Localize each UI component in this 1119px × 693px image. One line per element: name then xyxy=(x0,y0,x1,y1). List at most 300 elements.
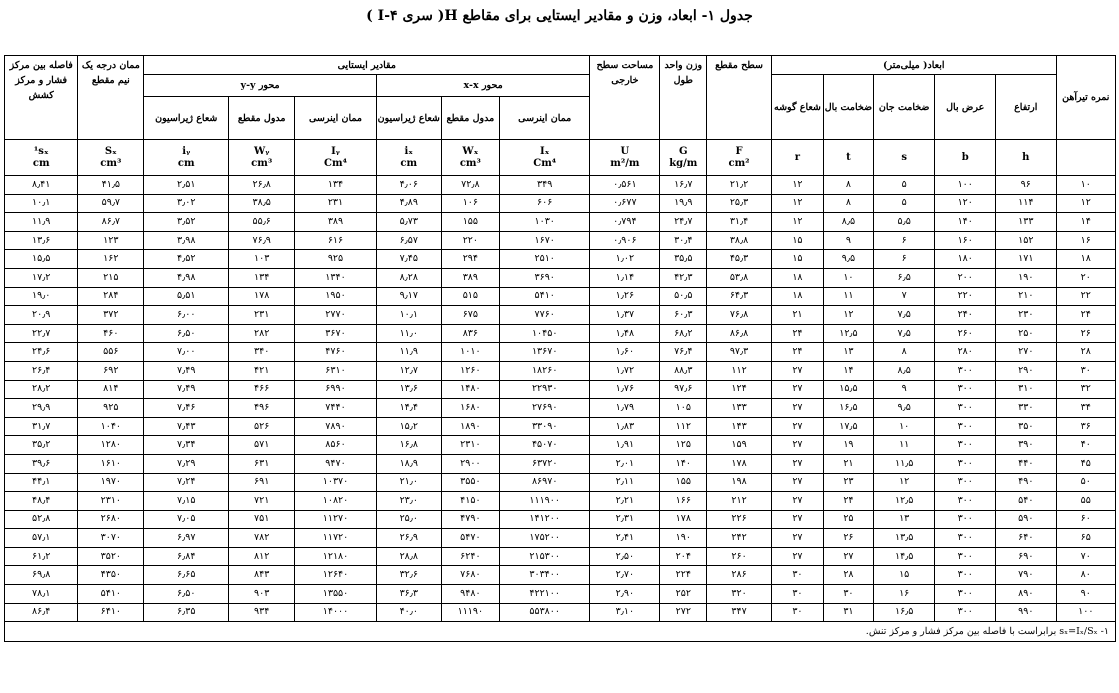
table-cell: ۱٫۹۱ xyxy=(590,436,660,455)
table-cell: ۲٫۵۰ xyxy=(590,547,660,566)
table-cell: ۴۰٫۰ xyxy=(376,603,441,622)
table-cell: ۶۴۰ xyxy=(996,529,1057,548)
table-cell: ۱۱۲ xyxy=(707,361,772,380)
table-cell: ۱۹۸ xyxy=(707,473,772,492)
table-cell: ۱۰۴۵۰ xyxy=(500,324,590,343)
table-cell: ۶۲۴۰ xyxy=(441,547,499,566)
table-cell: ۳۱ xyxy=(823,603,873,622)
table-cell: ۳۰۰ xyxy=(935,603,996,622)
table-cell: ۲٫۵۱ xyxy=(144,176,229,195)
table-cell: ۱۶۸۰ xyxy=(441,399,499,418)
table-cell: ۲۹۴ xyxy=(441,250,499,269)
footnote: ۱- sₓ=Iₓ/Sₓ برابراست با فاصله بین مرکز فشار و مرکز تنش. xyxy=(5,622,1116,642)
symbol-ix-name: iₓ xyxy=(404,145,414,157)
table-cell: ۶٫۶۵ xyxy=(144,566,229,585)
table-cell: ۱۳۴ xyxy=(295,176,377,195)
symbol-Iy xyxy=(295,140,377,176)
table-cell: ۱۳۵۵۰ xyxy=(295,585,377,604)
table-cell: ۶۰٫۳ xyxy=(660,306,707,325)
header-surface: مساحت سطح خارجی xyxy=(590,56,660,140)
table-cell: ۱۵٫۲ xyxy=(376,417,441,436)
table-cell: ۱۱۲۷۰ xyxy=(295,510,377,529)
table-cell: ۲۵ xyxy=(823,510,873,529)
table-cell: ۱۸۲۶۰ xyxy=(500,361,590,380)
table-cell: ۶۰ xyxy=(1056,510,1115,529)
table-cell: ۳۲ xyxy=(1056,380,1115,399)
table-cell: ۴۵٫۳ xyxy=(707,250,772,269)
symbol-Iy-unit: Cm⁴ xyxy=(324,157,347,169)
table-cell: ۱۰ xyxy=(1056,176,1115,195)
symbol-Wy-unit: cm³ xyxy=(251,157,273,169)
table-cell: ۱۱ xyxy=(873,436,935,455)
table-cell: ۲۲۴ xyxy=(660,566,707,585)
table-cell: ۵۴۱۰ xyxy=(78,585,144,604)
table-cell: ۱۷۸ xyxy=(707,454,772,473)
symbol-Iy-name: Iᵧ xyxy=(331,145,340,157)
table-cell: ۱۶۶ xyxy=(660,492,707,511)
table-cell: ۵۲٫۸ xyxy=(5,510,78,529)
table-cell: ۱۱ xyxy=(823,287,873,306)
symbol-Wy xyxy=(229,140,295,176)
table-cell: ۷٫۴۹ xyxy=(144,380,229,399)
table-cell: ۸٫۵ xyxy=(873,361,935,380)
table-cell: ۶٫۵۷ xyxy=(376,231,441,250)
table-cell: ۲٫۷۰ xyxy=(590,566,660,585)
table-cell: ۲۷۲ xyxy=(660,603,707,622)
table-cell: ۸٫۵ xyxy=(823,213,873,232)
table-row xyxy=(5,194,1116,213)
table-cell: ۱۴٫۵ xyxy=(873,547,935,566)
table-cell: ۲۰۰ xyxy=(935,268,996,287)
table-cell: ۳۸۹ xyxy=(295,213,377,232)
table-cell: ۱٫۷۲ xyxy=(590,361,660,380)
table-cell: ۵٫۵۱ xyxy=(144,287,229,306)
header-static-moment: ممان درجه یک نیم مقطع xyxy=(78,56,144,140)
table-cell: ۴۶۰ xyxy=(78,324,144,343)
table-cell: ۱۰۳۰ xyxy=(500,213,590,232)
table-cell: ۳۲۰ xyxy=(707,585,772,604)
table-cell: ۸٫۴۱ xyxy=(5,176,78,195)
table-cell: ۱۶ xyxy=(873,585,935,604)
table-cell: ۲۳٫۰ xyxy=(376,492,441,511)
symbol-iy-name: iᵧ xyxy=(182,145,191,157)
symbol-Wy-name: Wᵧ xyxy=(253,145,270,157)
table-cell: ۲٫۴۱ xyxy=(590,529,660,548)
header-width: عرض بال xyxy=(935,75,996,140)
table-cell: ۲۵۲ xyxy=(660,585,707,604)
table-cell: ۳۰۰ xyxy=(935,473,996,492)
table-cell: ۷۷۶۰ xyxy=(500,306,590,325)
table-cell: ۱۲۶۰ xyxy=(441,361,499,380)
table-cell: ۲۴٫۷ xyxy=(660,213,707,232)
symbol-r: r xyxy=(771,140,823,176)
table-cell: ۱۵ xyxy=(771,231,823,250)
table-cell: ۱۱۷۲۰ xyxy=(295,529,377,548)
table-cell: ۳۵٫۲ xyxy=(5,436,78,455)
table-row xyxy=(5,213,1116,232)
table-cell: ۱۳۳ xyxy=(707,399,772,418)
symbol-t: t xyxy=(823,140,873,176)
table-row xyxy=(5,436,1116,455)
table-cell: ۵۹٫۷ xyxy=(78,194,144,213)
header-weight: وزن واحد طول xyxy=(660,56,707,140)
header-area: سطح مقطع xyxy=(707,56,772,140)
symbol-ix-unit: cm xyxy=(400,157,418,169)
table-cell: ۳۰۰ xyxy=(935,399,996,418)
symbol-s: s xyxy=(873,140,935,176)
table-cell: ۱۲٫۵ xyxy=(823,324,873,343)
header-static: مقادیر ایستایی xyxy=(144,56,590,75)
table-cell: ۱۱۴ xyxy=(996,194,1057,213)
table-cell: ۳۶۹۰ xyxy=(500,268,590,287)
table-cell: ۷٫۲۹ xyxy=(144,454,229,473)
table-cell: ۱۶٫۸ xyxy=(376,436,441,455)
table-cell: ۱۲۰ xyxy=(935,194,996,213)
table-cell: ۷۶٫۴ xyxy=(660,343,707,362)
table-cell: ۳۵٫۵ xyxy=(660,250,707,269)
table-cell: ۳۲٫۶ xyxy=(376,566,441,585)
table-cell: ۱۳ xyxy=(823,343,873,362)
table-row xyxy=(5,324,1116,343)
table-cell: ۳۵۰ xyxy=(996,417,1057,436)
symbol-Ix xyxy=(500,140,590,176)
symbol-U xyxy=(590,140,660,176)
table-cell: ۲۸ xyxy=(1056,343,1115,362)
table-cell: ۱۲۱۸۰ xyxy=(295,547,377,566)
table-cell: ۹٫۵ xyxy=(873,399,935,418)
table-cell: ۱۹۰ xyxy=(660,529,707,548)
table-cell: ۳۸٫۸ xyxy=(707,231,772,250)
table-cell: ۷۸۹۰ xyxy=(295,417,377,436)
table-cell: ۳۴ xyxy=(1056,399,1115,418)
table-cell: ۹٫۱۷ xyxy=(376,287,441,306)
table-cell: ۶٫۳۵ xyxy=(144,603,229,622)
table-cell: ۰٫۹۰۶ xyxy=(590,231,660,250)
table-cell: ۲۴۰ xyxy=(935,306,996,325)
table-cell: ۱۰۳۷۰ xyxy=(295,473,377,492)
table-cell: ۲۱ xyxy=(823,454,873,473)
symbol-U-unit: m²/m xyxy=(610,157,640,169)
table-cell: ۲٫۹۰ xyxy=(590,585,660,604)
table-row xyxy=(5,380,1116,399)
table-cell: ۱۴٫۴ xyxy=(376,399,441,418)
table-cell: ۷۸۲ xyxy=(229,529,295,548)
table-cell: ۶۸٫۲ xyxy=(660,324,707,343)
table-cell: ۹۹۰ xyxy=(996,603,1057,622)
table-cell: ۹۴۷۰ xyxy=(295,454,377,473)
table-cell: ۲۶٫۹ xyxy=(376,529,441,548)
table-cell: ۸٫۲۸ xyxy=(376,268,441,287)
table-cell: ۷۵۱ xyxy=(229,510,295,529)
table-cell: ۲۷ xyxy=(771,492,823,511)
table-cell: ۲۲٫۷ xyxy=(5,324,78,343)
symbol-sx xyxy=(5,140,78,176)
table-cell: ۲٫۱۱ xyxy=(590,473,660,492)
table-cell: ۹ xyxy=(823,231,873,250)
table-cell: ۱۰۱۰ xyxy=(441,343,499,362)
table-cell: ۹۰ xyxy=(1056,585,1115,604)
table-cell: ۲۷ xyxy=(771,547,823,566)
table-cell: ۱۶۰ xyxy=(935,231,996,250)
table-cell: ۷٫۲۴ xyxy=(144,473,229,492)
table-cell: ۲۷ xyxy=(771,510,823,529)
table-cell: ۳۰۰ xyxy=(935,380,996,399)
table-cell: ۱۰۶ xyxy=(441,194,499,213)
table-cell: ۲۶ xyxy=(823,529,873,548)
table-cell: ۷٫۴۳ xyxy=(144,417,229,436)
table-cell: ۸۵۶۰ xyxy=(295,436,377,455)
table-cell: ۳۰۰ xyxy=(935,529,996,548)
table-cell: ۱۱۱۹۰۰ xyxy=(500,492,590,511)
table-cell: ۵۷۱ xyxy=(229,436,295,455)
table-cell: ۶٫۹۷ xyxy=(144,529,229,548)
table-cell: ۲۷ xyxy=(823,547,873,566)
table-cell: ۴٫۹۸ xyxy=(144,268,229,287)
header-axis-y: محور y-y xyxy=(144,75,377,97)
table-cell: ۶۹٫۸ xyxy=(5,566,78,585)
table-cell: ۸۶۹۷۰ xyxy=(500,473,590,492)
table-cell: ۴۰ xyxy=(1056,436,1115,455)
table-cell: ۲۱٫۰ xyxy=(376,473,441,492)
table-cell: ۱۰ xyxy=(823,268,873,287)
table-cell: ۳۴۹ xyxy=(500,176,590,195)
table-cell: ۲۷۰ xyxy=(996,343,1057,362)
table-cell: ۲۷۷۰ xyxy=(295,306,377,325)
table-cell: ۱۲۳ xyxy=(78,231,144,250)
table-cell: ۷٫۰۰ xyxy=(144,343,229,362)
table-cell: ۳٫۱۰ xyxy=(590,603,660,622)
table-cell: ۱۵۵ xyxy=(660,473,707,492)
table-cell: ۱۶۷۰ xyxy=(500,231,590,250)
table-cell: ۲۲۶ xyxy=(707,510,772,529)
table-cell: ۷٫۴۵ xyxy=(376,250,441,269)
table-cell: ۲۵۰ xyxy=(996,324,1057,343)
table-cell: ۱۲ xyxy=(873,473,935,492)
table-row xyxy=(5,547,1116,566)
symbol-b: b xyxy=(935,140,996,176)
table-cell: ۵۷٫۱ xyxy=(5,529,78,548)
table-cell: ۵٫۷۳ xyxy=(376,213,441,232)
table-cell: ۵۴۷۰ xyxy=(441,529,499,548)
table-cell: ۲۴ xyxy=(823,492,873,511)
table-cell: ۲۶٫۴ xyxy=(5,361,78,380)
table-cell: ۷۹۰ xyxy=(996,566,1057,585)
table-cell: ۶۴٫۳ xyxy=(707,287,772,306)
table-row xyxy=(5,529,1116,548)
table-cell: ۱۰۳ xyxy=(229,250,295,269)
table-cell: ۶۱۶ xyxy=(295,231,377,250)
table-cell: ۶۹۹۰ xyxy=(295,380,377,399)
table-cell: ۱۲ xyxy=(1056,194,1115,213)
table-cell: ۸ xyxy=(873,343,935,362)
table-cell: ۱۶ xyxy=(1056,231,1115,250)
table-cell: ۴۹۰ xyxy=(996,473,1057,492)
table-cell: ۰٫۶۷۷ xyxy=(590,194,660,213)
symbol-F-name: F xyxy=(735,145,743,157)
table-cell: ۹۷٫۶ xyxy=(660,380,707,399)
table-cell: ۱۴۳ xyxy=(707,417,772,436)
table-cell: ۱۹۰ xyxy=(996,268,1057,287)
table-cell: ۹۴۸۰ xyxy=(441,585,499,604)
table-cell: ۲۹۰ xyxy=(996,361,1057,380)
table-cell: ۱۰ xyxy=(873,417,935,436)
table-cell: ۲۴۲ xyxy=(707,529,772,548)
table-cell: ۷٫۵ xyxy=(873,306,935,325)
table-cell: ۱۹ xyxy=(823,436,873,455)
table-cell: ۳۵۵۰ xyxy=(441,473,499,492)
table-cell: ۵۵۶ xyxy=(78,343,144,362)
table-cell: ۴۱۵۰ xyxy=(441,492,499,511)
table-cell: ۲۸٫۸ xyxy=(376,547,441,566)
table-cell: ۷۶٫۸ xyxy=(707,306,772,325)
table-cell: ۱۳۶۷۰ xyxy=(500,343,590,362)
table-cell: ۳۱٫۷ xyxy=(5,417,78,436)
table-cell: ۱٫۷۶ xyxy=(590,380,660,399)
table-cell: ۳٫۵۲ xyxy=(144,213,229,232)
table-row xyxy=(5,399,1116,418)
table-cell: ۷۶٫۹ xyxy=(229,231,295,250)
table-cell: ۳۰۰ xyxy=(935,417,996,436)
table-cell: ۴۸٫۴ xyxy=(5,492,78,511)
table-row xyxy=(5,492,1116,511)
table-cell: ۳٫۰۲ xyxy=(144,194,229,213)
table-cell: ۲۸٫۲ xyxy=(5,380,78,399)
table-cell: ۱۷٫۲ xyxy=(5,268,78,287)
table-cell: ۱۱٫۹ xyxy=(376,343,441,362)
table-cell: ۳۰۷۰ xyxy=(78,529,144,548)
table-cell: ۱۰۸۲۰ xyxy=(295,492,377,511)
table-cell: ۸۴۳ xyxy=(229,566,295,585)
table-cell: ۱۴۱۲۰۰ xyxy=(500,510,590,529)
header-web: ضخامت جان xyxy=(873,75,935,140)
table-cell: ۸۶٫۷ xyxy=(78,213,144,232)
table-cell: ۱۸ xyxy=(771,268,823,287)
table-cell: ۱۸ xyxy=(1056,250,1115,269)
table-cell: ۱۷۵۲۰۰ xyxy=(500,529,590,548)
table-cell: ۹۰۳ xyxy=(229,585,295,604)
table-cell: ۴۵ xyxy=(1056,454,1115,473)
table-cell: ۴۴۰ xyxy=(996,454,1057,473)
table-cell: ۱۵٫۵ xyxy=(5,250,78,269)
table-cell: ۱۲٫۷ xyxy=(376,361,441,380)
table-cell: ۲۵٫۰ xyxy=(376,510,441,529)
table-cell: ۳۹٫۶ xyxy=(5,454,78,473)
table-cell: ۱۵۲ xyxy=(996,231,1057,250)
table-row xyxy=(5,361,1116,380)
header-inertia-y: ممان اینرسی xyxy=(295,97,377,140)
table-cell: ۶۹۱ xyxy=(229,473,295,492)
table-row xyxy=(5,566,1116,585)
table-cell: ۲۳۰ xyxy=(996,306,1057,325)
table-cell: ۳۰ xyxy=(771,603,823,622)
table-row xyxy=(5,306,1116,325)
table-cell: ۱۸٫۹ xyxy=(376,454,441,473)
table-cell: ۲۶۸۰ xyxy=(78,510,144,529)
symbol-Sx-name: Sₓ xyxy=(104,145,117,157)
table-cell: ۱۴ xyxy=(823,361,873,380)
table-cell: ۷٫۴۹ xyxy=(144,361,229,380)
symbol-Wx-unit: cm³ xyxy=(459,157,481,169)
table-cell: ۵۵۳۸۰۰ xyxy=(500,603,590,622)
table-cell: ۱۹۵۰ xyxy=(295,287,377,306)
table-cell: ۱۲۶۴۰ xyxy=(295,566,377,585)
table-cell: ۲۳۱ xyxy=(229,306,295,325)
table-cell: ۳۶ xyxy=(1056,417,1115,436)
header-gyration-y: شعاع ژیراسیون xyxy=(144,97,229,140)
table-cell: ۱٫۲۶ xyxy=(590,287,660,306)
table-cell: ۷٫۴۶ xyxy=(144,399,229,418)
table-cell: ۱۳۴ xyxy=(229,268,295,287)
table-cell: ۳۵۲۰ xyxy=(78,547,144,566)
symbol-sx-name: ¹sₓ xyxy=(33,145,49,157)
table-cell: ۲۲۰ xyxy=(441,231,499,250)
table-cell: ۱۳۴۰ xyxy=(295,268,377,287)
table-cell: ۲۱۲ xyxy=(707,492,772,511)
table-cell: ۲۷ xyxy=(771,380,823,399)
table-cell: ۳۸۹ xyxy=(441,268,499,287)
symbol-iy xyxy=(144,140,229,176)
table-cell: ۹۲۵ xyxy=(295,250,377,269)
table-cell: ۲۶۰ xyxy=(935,324,996,343)
table-cell: ۱۴ xyxy=(1056,213,1115,232)
table-cell: ۳۰ xyxy=(1056,361,1115,380)
table-cell: ۶ xyxy=(873,231,935,250)
table-cell: ۱۵ xyxy=(771,250,823,269)
table-cell: ۲۳ xyxy=(823,473,873,492)
symbol-G-name: G xyxy=(679,145,688,157)
table-cell: ۶۹۰ xyxy=(996,547,1057,566)
table-cell: ۴۷۶۰ xyxy=(295,343,377,362)
table-cell: ۱۹۷۰ xyxy=(78,473,144,492)
header-modulus-x: مدول مقطع xyxy=(441,97,499,140)
table-cell: ۲۷ xyxy=(771,417,823,436)
table-cell: ۱۵۹ xyxy=(707,436,772,455)
table-cell: ۱۵ xyxy=(873,566,935,585)
table-cell: ۵ xyxy=(873,194,935,213)
table-title: جدول ۱- ابعاد، وزن و مقادیر ایستایی برای مقاطع H( سری ۴-I ) xyxy=(366,8,753,24)
table-cell: ۳۰۰ xyxy=(935,510,996,529)
table-cell: ۱۷۸ xyxy=(229,287,295,306)
header-distance: فاصله بین مرکز فشار و مرکز کشش xyxy=(5,56,78,140)
table-cell: ۳۰۰ xyxy=(935,492,996,511)
table-cell: ۴۹۶ xyxy=(229,399,295,418)
table-cell: ۲۲۰ xyxy=(935,287,996,306)
table-cell: ۶٫۰۰ xyxy=(144,306,229,325)
table-cell: ۲۸ xyxy=(823,566,873,585)
table-cell: ۳۹۰ xyxy=(996,436,1057,455)
table-row xyxy=(5,417,1116,436)
table-cell: ۶٫۵ xyxy=(873,268,935,287)
table-cell: ۵۴۰ xyxy=(996,492,1057,511)
table-cell: ۳۷۲ xyxy=(78,306,144,325)
table-cell: ۲۹۰۰ xyxy=(441,454,499,473)
table-cell: ۱٫۳۷ xyxy=(590,306,660,325)
table-cell: ۷۸٫۱ xyxy=(5,585,78,604)
table-cell: ۲۵٫۳ xyxy=(707,194,772,213)
table-cell: ۶٫۵۰ xyxy=(144,585,229,604)
table-cell: ۸ xyxy=(823,176,873,195)
header-flange: ضخامت بال xyxy=(823,75,873,140)
table-row xyxy=(5,250,1116,269)
header-modulus-y: مدول مقطع xyxy=(229,97,295,140)
symbol-Sx xyxy=(78,140,144,176)
table-cell: ۶۵ xyxy=(1056,529,1115,548)
table-cell: ۲٫۳۱ xyxy=(590,510,660,529)
table-cell: ۲۱۵۳۰۰ xyxy=(500,547,590,566)
table-cell: ۳۰٫۴ xyxy=(660,231,707,250)
table-cell: ۲۳۱ xyxy=(295,194,377,213)
table-cell: ۶٫۸۴ xyxy=(144,547,229,566)
